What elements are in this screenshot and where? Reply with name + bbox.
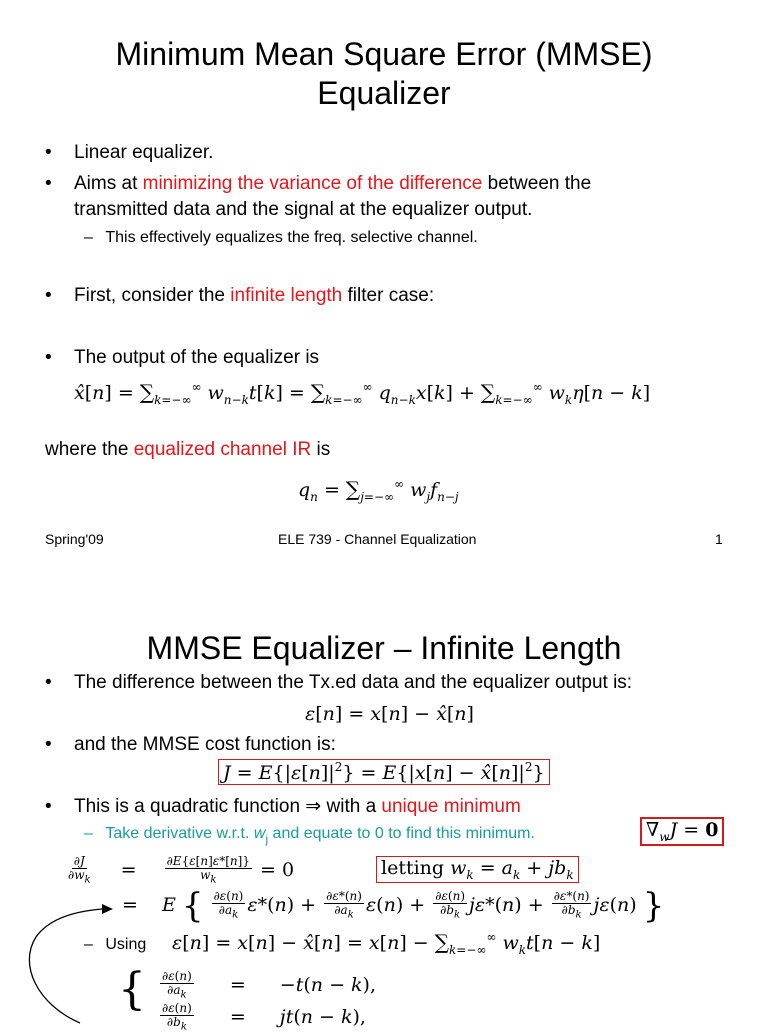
bullet-text: This is a quadratic function ⇒ with a unique minimum xyxy=(74,796,521,817)
equation-qn: $q_n = \sum_{j=-\infty}^\infty$ $w_jf_{n-j}$ xyxy=(298,477,459,504)
equation-expectation-expansion: = E { $\frac{\partial\varepsilon(n)}{\partial a_k}$ ε*(n) + $\frac{\partial\varepsilon*(n)}{\partial a_k}$ ε(n) + $\frac{\partial\varepsilon(n)}{\partial b_k}$ jε*(n) + $\frac{\partial\varepsilon*(n)}{\partial b_k}$ jε(n) } xyxy=(122,886,665,926)
bullet-dot: • xyxy=(45,173,52,194)
equation-equalizer-output: x̂[n] = $\sum_{k=-\infty}^\infty$ $w_{n-k}t[k] = \sum_{k=-\infty}^\infty$ $q_{n-k}x[k] + \sum_{k=-\infty}^\infty$ $w_k\eta[n - k]$ xyxy=(74,380,651,407)
slide2-title: MMSE Equalizer – Infinite Length xyxy=(146,630,622,666)
bullet-dot: • xyxy=(45,672,52,693)
footer-center: ELE 739 - Channel Equalization xyxy=(278,531,477,547)
sub-bullet-equalizes xyxy=(84,227,478,249)
where-equalized-channel: where the equalized channel IR is xyxy=(45,439,331,460)
bullet-text: The difference between the Tx.ed data and the equalizer output is: xyxy=(74,672,633,693)
equation-using-error: ε[n] = x[n] − x̂[n] = $x[n] - \sum_{k=-\infty}^\infty$ $w_kt[n - k]$ xyxy=(172,930,601,957)
sub-dash: – xyxy=(84,825,93,842)
bullet-dot: • xyxy=(45,734,52,755)
bullet-text: and the MMSE cost function is: xyxy=(74,734,336,755)
bullet-dot: • xyxy=(45,347,52,368)
equation-letting-wk: letting $w_k = a_k + jb_k$ xyxy=(376,856,579,883)
equation-gradient-zero: $\nabla_wJ = 0$ xyxy=(640,817,724,846)
equation-d-eps-dak: $\frac{\partial\varepsilon(n)}{\partial a_k}$ = −t(n − k), xyxy=(162,969,376,1001)
footer-left: Spring'09 xyxy=(45,531,104,547)
bullet-text: The output of the equalizer is xyxy=(74,347,320,368)
sub-dash: – xyxy=(84,229,93,246)
sub-text: This effectively equalizes the freq. selective channel. xyxy=(105,229,478,246)
sub-bullet-derivative xyxy=(84,823,535,850)
equation-dJ-dwk: $\frac{\partial J}{\partial w_k}$ = $\frac{\partial E\{\varepsilon[n]\varepsilon*[n]\}}{w_k}$ = 0 xyxy=(68,854,295,886)
curved-arrow-annotation xyxy=(18,895,118,1024)
system-left-brace: { xyxy=(118,964,146,1015)
bullet-text: First, consider the infinite length filter case: xyxy=(74,285,435,306)
equation-d-eps-dbk: $\frac{\partial\varepsilon(n)}{\partial b_k}$ = jt(n − k), xyxy=(162,1001,366,1033)
bullet-dot: • xyxy=(45,142,52,163)
footer-page-number: 1 xyxy=(715,531,723,547)
equation-error: ε[n] = x[n] − x̂[n] xyxy=(305,703,474,725)
equation-cost-boxed: $J = E\{|\varepsilon[n]|^2\} = E\{|x[n]$ − $x̂[n]|^2$} xyxy=(218,759,550,785)
sub-text: Take derivative w.r.t. $w_j$ and equate to 0 to find this minimum. xyxy=(105,825,535,846)
slide1-title-line2: Equalizer xyxy=(317,75,451,111)
bullet-aims-line2: transmitted data and the signal at the equalizer output. xyxy=(74,199,533,220)
slide1-title-line1: Minimum Mean Square Error (MMSE) xyxy=(115,36,653,72)
sub-text: Using xyxy=(105,936,147,953)
bullet-dot: • xyxy=(45,796,52,817)
bullet-text: Aims at minimizing the variance of the difference between the xyxy=(74,173,592,194)
bullet-text: Linear equalizer. xyxy=(74,142,214,163)
sub-dash: – xyxy=(84,936,93,953)
bullet-dot: • xyxy=(45,285,52,306)
